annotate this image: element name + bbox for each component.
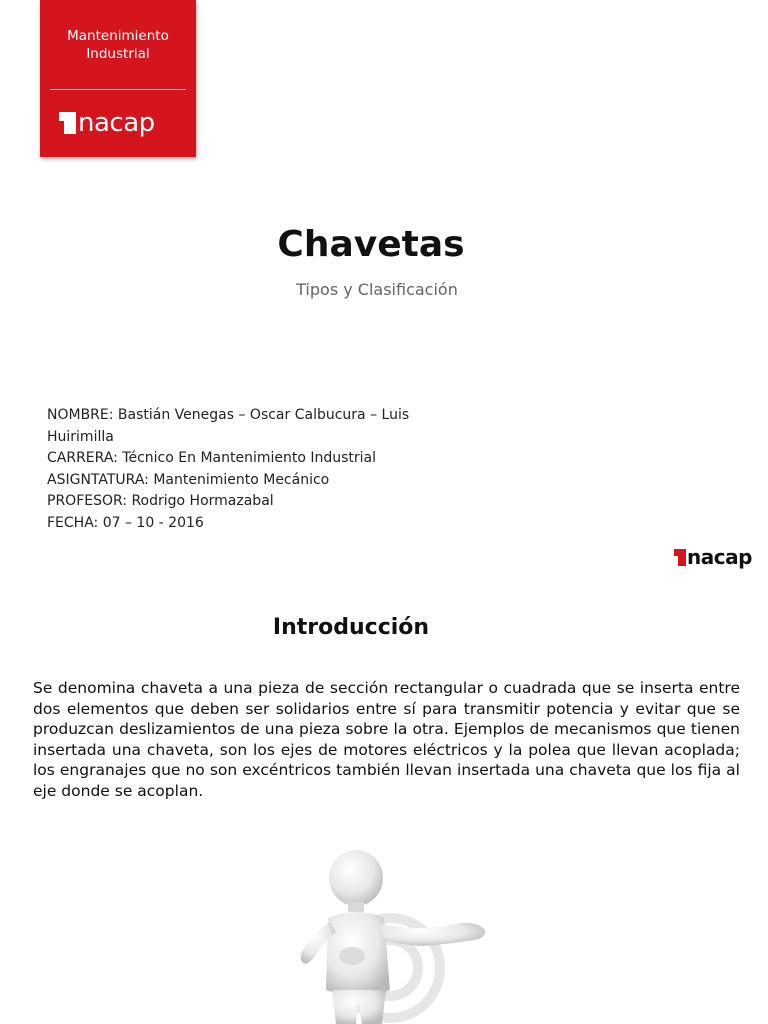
program-label: Mantenimiento Industrial — [67, 28, 169, 62]
3d-person-figure-icon — [280, 840, 500, 1024]
inacap-logo-text: nacap — [78, 108, 155, 138]
info-line-fecha: FECHA: 07 – 10 - 2016 — [47, 514, 204, 531]
info-line-carrera: CARRERA: Técnico En Mantenimiento Industrial — [47, 450, 377, 466]
info-line-asignatura: ASIGNTATURA: Mantenimiento Mecánico — [47, 471, 330, 488]
info-line-profesor: PROFESOR: Rodrigo Hormazabal — [47, 493, 274, 509]
inacap-logo-mark — [64, 112, 76, 134]
inacap-logo-mark — [678, 549, 686, 566]
info-line-nombre: NOMBRE: Bastián Venegas – Oscar Calbucura – Luis Huirimilla — [47, 407, 410, 445]
footer-logo-text: nacap — [687, 545, 752, 569]
author-info — [47, 405, 447, 534]
section-body: Se denomina chaveta a una pieza de sección rectangular o cuadrada que se inserta entre dos elementos que deben ser solidarios entre sí para transmitir potencia y evitar que se produzcan deslizamientos de una pieza sobre la otra. Ejemplos de mecanismos que tienen insertada una chaveta, son los ejes de motores eléctricos y la polea que llevan acoplada; los engranajes que no son excéntricos también llevan insertada una chaveta que los fija al eje donde se acoplan. — [33, 679, 740, 800]
page-subtitle: Tipos y Clasificación — [296, 280, 458, 299]
inacap-logo — [64, 108, 155, 138]
program-banner — [40, 0, 196, 157]
page-title: Chavetas — [277, 224, 465, 265]
figure-head — [329, 850, 383, 906]
figure-hand — [339, 947, 365, 965]
footer-inacap-logo — [678, 545, 752, 569]
banner-divider — [50, 89, 186, 90]
section-heading: Introducción — [272, 615, 430, 640]
figure-right-arm — [380, 923, 485, 946]
